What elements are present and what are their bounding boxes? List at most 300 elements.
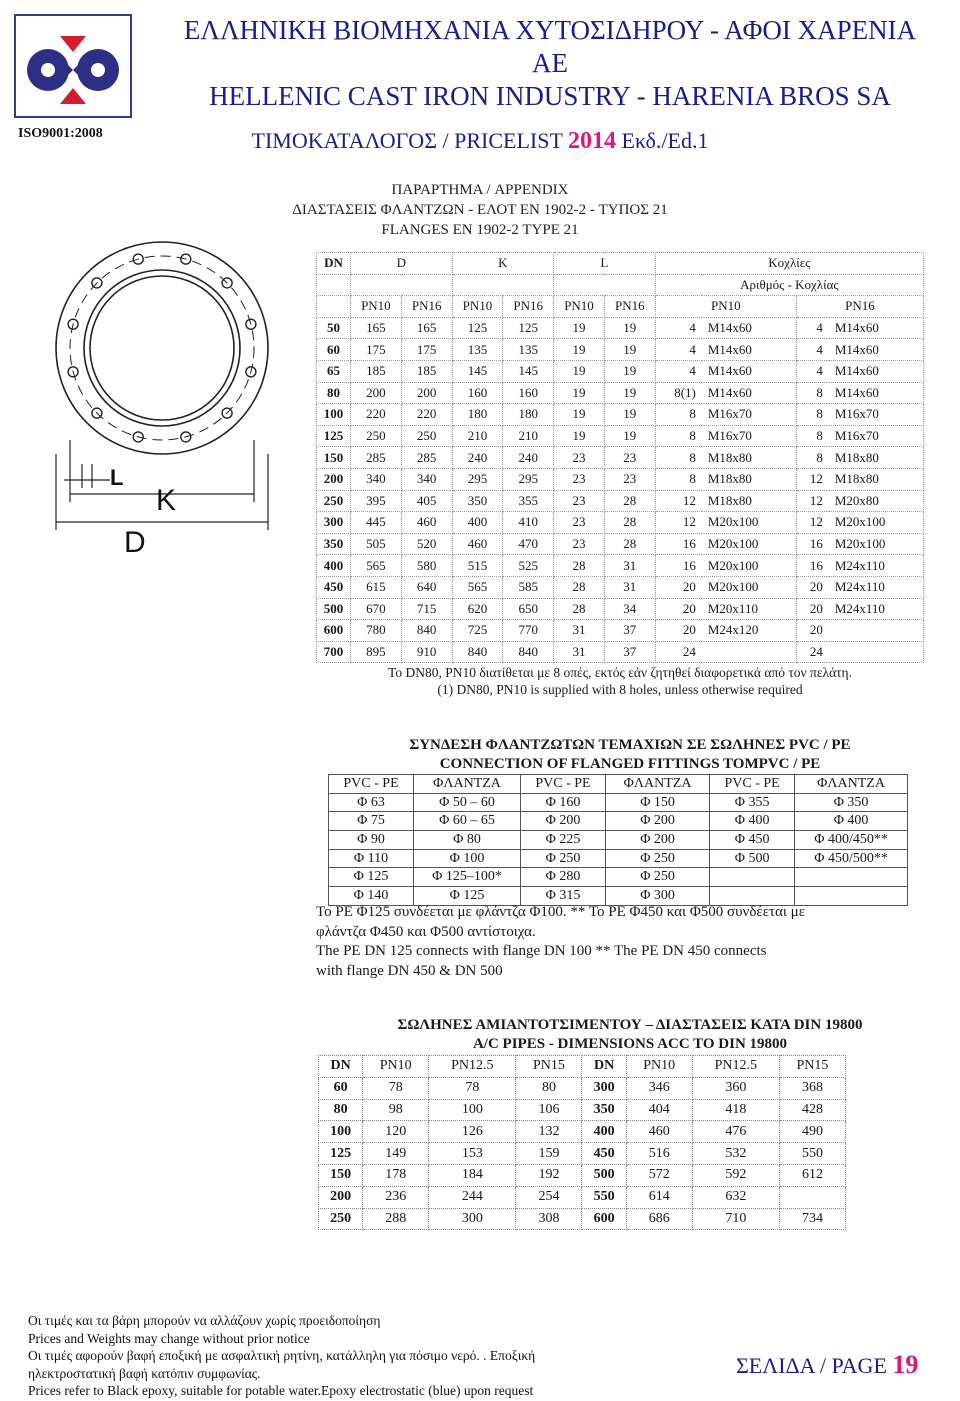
table-cell: 346 <box>626 1077 692 1099</box>
table-cell: 23 <box>604 468 655 490</box>
table-cell: 360 <box>692 1077 779 1099</box>
dn-cell: 500 <box>317 598 351 620</box>
table-cell: Φ 80 <box>414 831 521 850</box>
table-cell: 23 <box>604 447 655 469</box>
table-cell: 8 <box>796 404 828 426</box>
table-cell: Φ 315 <box>520 887 605 906</box>
table-cell: 288 <box>363 1208 429 1230</box>
table-cell: Φ 450/500** <box>795 849 908 868</box>
table-header-row <box>329 775 908 794</box>
table-cell: M24x110 <box>829 576 924 598</box>
column-header: PN12.5 <box>692 1056 779 1078</box>
dn-cell: 200 <box>317 468 351 490</box>
table-cell: 520 <box>401 533 452 555</box>
table-cell: Φ 300 <box>606 887 710 906</box>
table-cell: Φ 400 <box>710 812 795 831</box>
dn-cell: 150 <box>317 447 351 469</box>
table-cell: 160 <box>503 382 554 404</box>
table-cell: 476 <box>692 1121 779 1143</box>
table-cell: 250 <box>350 425 401 447</box>
header-l: L <box>554 253 656 275</box>
table-cell: 16 <box>796 533 828 555</box>
table-cell: 460 <box>452 533 503 555</box>
page-number <box>736 1350 918 1380</box>
header-pn: PN10 <box>554 296 605 318</box>
table-cell: M16x70 <box>702 404 797 426</box>
table-header-row <box>317 296 924 318</box>
pvc-note-line: The PE DN 125 connects with flange DN 100 ** The PE DN 450 connects <box>316 943 767 959</box>
table-cell: 734 <box>779 1208 845 1230</box>
table-row <box>329 831 908 850</box>
table-cell: 12 <box>655 490 702 512</box>
table-cell: 395 <box>350 490 401 512</box>
appendix-title-english: FLANGES EN 1902-2 TYPE 21 <box>381 222 579 238</box>
table-cell: 24 <box>655 641 702 663</box>
table-cell: Φ 63 <box>329 793 414 812</box>
header-pn: PN16 <box>401 296 452 318</box>
footer-line: Οι τιμές και τα βάρη μπορούν να αλλάζουν χωρίς προειδοποίηση <box>28 1313 381 1328</box>
table-cell: 19 <box>554 360 605 382</box>
table-header-row <box>319 1056 846 1078</box>
pricelist-year: 2014 <box>568 128 617 154</box>
header-d: D <box>350 253 452 275</box>
column-header: PVC - PE <box>520 775 605 794</box>
table-cell: 165 <box>350 317 401 339</box>
table-row <box>317 360 924 382</box>
page-label: ΣΕΛΙΔΑ / PAGE <box>736 1353 893 1378</box>
dn-cell: 350 <box>317 533 351 555</box>
table-cell: 220 <box>350 404 401 426</box>
company-name-english: HELLENIC CAST IRON INDUSTRY - HARENIA BROS SA <box>209 81 891 111</box>
footer-notes <box>28 1312 535 1400</box>
table-cell: Φ 60 – 65 <box>414 812 521 831</box>
table-cell: M16x70 <box>829 425 924 447</box>
dn-cell: 350 <box>582 1099 626 1121</box>
table-cell <box>710 868 795 887</box>
table-cell: 19 <box>604 382 655 404</box>
table-cell: 16 <box>655 533 702 555</box>
table-cell: 19 <box>604 425 655 447</box>
table-cell: Φ 150 <box>606 793 710 812</box>
table-row <box>317 512 924 534</box>
table-cell <box>779 1186 845 1208</box>
page-num: 19 <box>892 1350 919 1379</box>
ac-title-greek: ΣΩΛΗΝΕΣ ΑΜΙΑΝΤΟΤΣΙΜΕΝΤΟΥ – ΔΙΑΣΤΑΣΕΙΣ ΚΑΤΑ DIN 19800 <box>397 1017 863 1033</box>
table-cell: 19 <box>554 339 605 361</box>
column-header: PN15 <box>516 1056 582 1078</box>
table-cell: Φ 125–100* <box>414 868 521 887</box>
column-header: PN15 <box>779 1056 845 1078</box>
dn-cell: 250 <box>319 1208 363 1230</box>
table-cell: M18x80 <box>829 468 924 490</box>
drawing-label-k: K <box>156 484 177 517</box>
table-cell: 612 <box>779 1164 845 1186</box>
table-cell: 37 <box>604 641 655 663</box>
table-cell: Φ 140 <box>329 887 414 906</box>
flange-dimensions-table <box>316 252 924 663</box>
table-cell: Φ 200 <box>606 831 710 850</box>
table-row <box>317 490 924 512</box>
table-row <box>319 1099 846 1121</box>
table-cell: 180 <box>503 404 554 426</box>
table-cell: 532 <box>692 1143 779 1165</box>
table-cell: 404 <box>626 1099 692 1121</box>
table-cell: 550 <box>779 1143 845 1165</box>
table-cell: Φ 350 <box>795 793 908 812</box>
table-cell: 428 <box>779 1099 845 1121</box>
dn-cell: 400 <box>582 1121 626 1143</box>
pricelist-prefix: ΤΙΜΟΚΑΤΑΛΟΓΟΣ / PRICELIST <box>251 128 569 153</box>
table-cell: 4 <box>655 360 702 382</box>
table-cell: 405 <box>401 490 452 512</box>
header-bolts: Κοχλίες <box>655 253 923 275</box>
table-cell: 670 <box>350 598 401 620</box>
pvc-note-line: φλάντζα Φ450 και Φ500 αντίστοιχα. <box>316 923 536 940</box>
table-cell: 12 <box>796 512 828 534</box>
table-cell: M24x110 <box>829 555 924 577</box>
table-cell: 445 <box>350 512 401 534</box>
table-cell: 31 <box>554 641 605 663</box>
table-cell: 12 <box>796 468 828 490</box>
table-cell: 28 <box>604 490 655 512</box>
header-k: K <box>452 253 554 275</box>
table-cell: 8(1) <box>655 382 702 404</box>
table-cell: 28 <box>554 598 605 620</box>
table-cell: 350 <box>452 490 503 512</box>
table-row <box>317 555 924 577</box>
dn-cell: 100 <box>319 1121 363 1143</box>
table-cell: 368 <box>779 1077 845 1099</box>
table-cell: M14x60 <box>829 382 924 404</box>
table-cell: M18x80 <box>702 447 797 469</box>
dn-cell: 80 <box>319 1099 363 1121</box>
footer-line: ηλεκτροστατική βαφή κατόπιν συμφωνίας. <box>28 1365 261 1381</box>
table-cell: 19 <box>604 404 655 426</box>
table-cell: 98 <box>363 1099 429 1121</box>
table-cell: 178 <box>363 1164 429 1186</box>
table-cell: Φ 160 <box>520 793 605 812</box>
company-name-greek: ΕΛΛΗΝΙΚΗ ΒΙΟΜΗΧΑΝΙΑ ΧΥΤΟΣΙΔΗΡΟΥ - ΑΦΟΙ ΧΑΡΕΝΙΑ <box>183 15 917 45</box>
table-cell: Φ 450 <box>710 831 795 850</box>
table-cell: Φ 400 <box>795 812 908 831</box>
table-cell: M18x80 <box>702 490 797 512</box>
pricelist-title <box>140 128 820 155</box>
table-cell: 8 <box>796 447 828 469</box>
table-cell: M20x100 <box>829 533 924 555</box>
table-cell: M14x60 <box>702 317 797 339</box>
table-cell: M16x70 <box>702 425 797 447</box>
table-row <box>319 1186 846 1208</box>
table-row <box>317 447 924 469</box>
table-cell <box>829 620 924 642</box>
table-cell: 632 <box>692 1186 779 1208</box>
drawing-label-d: D <box>124 526 146 559</box>
table-cell: 8 <box>655 447 702 469</box>
table-cell: 650 <box>503 598 554 620</box>
table-cell: M14x60 <box>829 317 924 339</box>
table-cell: 19 <box>554 404 605 426</box>
dn-cell: 65 <box>317 360 351 382</box>
table-cell: 525 <box>503 555 554 577</box>
table-cell: 31 <box>554 620 605 642</box>
header-dn: DN <box>317 253 351 275</box>
table-cell: Φ 250 <box>606 849 710 868</box>
table-cell: 16 <box>796 555 828 577</box>
table-cell: 100 <box>429 1099 516 1121</box>
table-cell: 4 <box>796 339 828 361</box>
dn-cell: 500 <box>582 1164 626 1186</box>
table-cell: 185 <box>401 360 452 382</box>
dn-cell: 300 <box>317 512 351 534</box>
logo-mark <box>16 16 130 116</box>
dn-cell: 150 <box>319 1164 363 1186</box>
footer-line: Οι τιμές αφορούν βαφή εποξική με ασφαλτική ρητίνη, κατάλληλη για πόσιμο νερό. . Εποξική <box>28 1348 536 1363</box>
table-row <box>329 868 908 887</box>
dn-cell: 200 <box>319 1186 363 1208</box>
note-greek: Το DN80, PN10 διατίθεται με 8 οπές, εκτός εάν ζητηθεί διαφορετικά από τον πελάτη. <box>388 665 852 680</box>
table-cell: M20x100 <box>702 533 797 555</box>
ac-title-english: A/C PIPES - DIMENSIONS ACC TO DIN 19800 <box>472 1036 788 1052</box>
appendix-heading <box>0 180 960 240</box>
table-cell: 840 <box>503 641 554 663</box>
table-cell: 78 <box>429 1077 516 1099</box>
table-cell: 400 <box>452 512 503 534</box>
table-cell: 185 <box>350 360 401 382</box>
table-row <box>317 620 924 642</box>
table-cell: 244 <box>429 1186 516 1208</box>
table-cell: M14x60 <box>702 382 797 404</box>
table-cell: 8 <box>655 468 702 490</box>
column-header: DN <box>582 1056 626 1078</box>
flange-diagram <box>44 240 280 570</box>
table-cell: 20 <box>796 576 828 598</box>
table-cell: 780 <box>350 620 401 642</box>
table-cell: 460 <box>401 512 452 534</box>
table-cell: 28 <box>604 512 655 534</box>
table-cell: 236 <box>363 1186 429 1208</box>
table-cell: 28 <box>554 576 605 598</box>
table-cell: 132 <box>516 1121 582 1143</box>
table-cell: 715 <box>401 598 452 620</box>
table-cell: M24x110 <box>829 598 924 620</box>
table-cell: 23 <box>554 533 605 555</box>
table-cell: 184 <box>429 1164 516 1186</box>
table-cell: M14x60 <box>702 360 797 382</box>
table-cell: 840 <box>452 641 503 663</box>
table-cell: 24 <box>796 641 828 663</box>
table-cell: 12 <box>655 512 702 534</box>
table-cell: Φ 500 <box>710 849 795 868</box>
footer-line: Prices refer to Black epoxy, suitable for potable water.Epoxy electrostatic (blue) upon request <box>28 1383 534 1398</box>
table-cell: M18x80 <box>702 468 797 490</box>
table-cell: 210 <box>503 425 554 447</box>
pvc-connection-table <box>328 774 908 906</box>
table-cell: M20x100 <box>702 512 797 534</box>
table-cell: 19 <box>604 339 655 361</box>
column-header: ΦΛΑΝΤΖΑ <box>606 775 710 794</box>
column-header: DN <box>319 1056 363 1078</box>
table-cell: 200 <box>350 382 401 404</box>
flange-table-body <box>317 317 924 663</box>
table-cell: 23 <box>554 490 605 512</box>
table-cell: 16 <box>655 555 702 577</box>
dn-cell: 50 <box>317 317 351 339</box>
table-cell: 165 <box>401 317 452 339</box>
table-row <box>319 1208 846 1230</box>
table-cell: 20 <box>796 598 828 620</box>
appendix-title-greek: ΔΙΑΣΤΑΣΕΙΣ ΦΛΑΝΤΖΩΝ - ΕΛΟΤ EN 1902-2 - ΤΥΠΟΣ 21 <box>292 202 668 218</box>
table-cell: Φ 355 <box>710 793 795 812</box>
table-cell: 8 <box>796 382 828 404</box>
ac-pipes-table <box>318 1055 846 1230</box>
flange-drawing <box>44 240 280 570</box>
table-cell: 910 <box>401 641 452 663</box>
table-cell: 300 <box>429 1208 516 1230</box>
table-header-row <box>317 253 924 275</box>
table-cell: 153 <box>429 1143 516 1165</box>
table-cell: 23 <box>554 468 605 490</box>
table-cell: 410 <box>503 512 554 534</box>
table-row <box>317 641 924 663</box>
table-cell: 620 <box>452 598 503 620</box>
table-row <box>317 576 924 598</box>
table-cell: 12 <box>796 490 828 512</box>
table-cell: 615 <box>350 576 401 598</box>
table-cell: M20x100 <box>702 576 797 598</box>
table-row <box>329 812 908 831</box>
table-cell: 19 <box>604 317 655 339</box>
column-header: ΦΛΑΝΤΖΑ <box>795 775 908 794</box>
table-cell: 4 <box>655 317 702 339</box>
table-cell: M20x110 <box>702 598 797 620</box>
company-logo <box>14 14 132 118</box>
table-cell: 490 <box>779 1121 845 1143</box>
table-cell: 19 <box>554 382 605 404</box>
table-row <box>317 468 924 490</box>
column-header: PVC - PE <box>710 775 795 794</box>
table-cell: Φ 110 <box>329 849 414 868</box>
table-cell: 78 <box>363 1077 429 1099</box>
table-cell: 175 <box>401 339 452 361</box>
table-cell: 126 <box>429 1121 516 1143</box>
header-pn: PN16 <box>796 296 923 318</box>
table-row <box>329 793 908 812</box>
pvc-title-english: CONNECTION OF FLANGED FITTINGS TOMPVC / PE <box>439 756 821 772</box>
table-cell: 515 <box>452 555 503 577</box>
header-pn: PN16 <box>604 296 655 318</box>
table-cell: 470 <box>503 533 554 555</box>
table-cell: 23 <box>554 512 605 534</box>
table-cell: Φ 125 <box>414 887 521 906</box>
table-cell: 125 <box>503 317 554 339</box>
drawing-label-l: L <box>110 465 124 490</box>
table-row <box>319 1121 846 1143</box>
table-cell <box>702 641 797 663</box>
table-cell: Φ 125 <box>329 868 414 887</box>
table-cell: 295 <box>452 468 503 490</box>
table-cell: 175 <box>350 339 401 361</box>
table-cell: 285 <box>401 447 452 469</box>
table-cell: M18x80 <box>829 447 924 469</box>
table-cell: Φ 200 <box>606 812 710 831</box>
dn-cell: 250 <box>317 490 351 512</box>
ac-section-title <box>300 1016 960 1054</box>
dn-cell: 600 <box>582 1208 626 1230</box>
table-row <box>317 533 924 555</box>
table-cell: M14x60 <box>829 360 924 382</box>
table-cell: 192 <box>516 1164 582 1186</box>
table-row <box>317 404 924 426</box>
table-cell: 28 <box>604 533 655 555</box>
table-cell: 565 <box>350 555 401 577</box>
flange-notes <box>300 664 940 698</box>
header-pn: PN10 <box>655 296 796 318</box>
table-cell: M20x100 <box>702 555 797 577</box>
table-cell: Φ 75 <box>329 812 414 831</box>
note-english: (1) DN80, PN10 is supplied with 8 holes, unless otherwise required <box>437 682 803 697</box>
table-cell: M20x100 <box>829 512 924 534</box>
table-cell: 19 <box>554 425 605 447</box>
company-name-greek-suffix: ΑΕ <box>532 48 568 78</box>
table-cell: 686 <box>626 1208 692 1230</box>
table-row <box>319 1143 846 1165</box>
table-cell: 34 <box>604 598 655 620</box>
table-cell: Φ 225 <box>520 831 605 850</box>
table-cell: 210 <box>452 425 503 447</box>
table-cell: 8 <box>655 404 702 426</box>
pricelist-edition: Εκδ./Ed.1 <box>616 128 709 153</box>
dn-cell: 450 <box>582 1143 626 1165</box>
table-cell: 895 <box>350 641 401 663</box>
table-cell: Φ 250 <box>606 868 710 887</box>
table-cell: 8 <box>796 425 828 447</box>
column-header: PN10 <box>363 1056 429 1078</box>
table-cell: 725 <box>452 620 503 642</box>
table-cell: 840 <box>401 620 452 642</box>
table-cell: 200 <box>401 382 452 404</box>
table-cell: 31 <box>604 576 655 598</box>
table-row <box>317 598 924 620</box>
table-cell: 37 <box>604 620 655 642</box>
table-cell: 614 <box>626 1186 692 1208</box>
table-cell: 254 <box>516 1186 582 1208</box>
dn-cell: 125 <box>317 425 351 447</box>
table-cell: Φ 100 <box>414 849 521 868</box>
table-row <box>317 382 924 404</box>
header-bolt-count: Αριθμός - Κοχλίας <box>655 274 923 296</box>
table-cell: Φ 50 – 60 <box>414 793 521 812</box>
header-pn: PN10 <box>452 296 503 318</box>
table-cell: 592 <box>692 1164 779 1186</box>
table-cell: Φ 400/450** <box>795 831 908 850</box>
table-cell: 340 <box>350 468 401 490</box>
table-cell: 20 <box>655 598 702 620</box>
table-cell: 31 <box>604 555 655 577</box>
table-cell: 20 <box>655 576 702 598</box>
table-cell: Φ 280 <box>520 868 605 887</box>
table-cell: 80 <box>516 1077 582 1099</box>
table-cell: 20 <box>796 620 828 642</box>
company-name <box>140 14 960 113</box>
table-row <box>317 339 924 361</box>
table-cell: 308 <box>516 1208 582 1230</box>
table-cell: M16x70 <box>829 404 924 426</box>
table-cell: 135 <box>503 339 554 361</box>
column-header: PVC - PE <box>329 775 414 794</box>
table-cell: Φ 200 <box>520 812 605 831</box>
table-cell: 159 <box>516 1143 582 1165</box>
table-cell: 28 <box>554 555 605 577</box>
